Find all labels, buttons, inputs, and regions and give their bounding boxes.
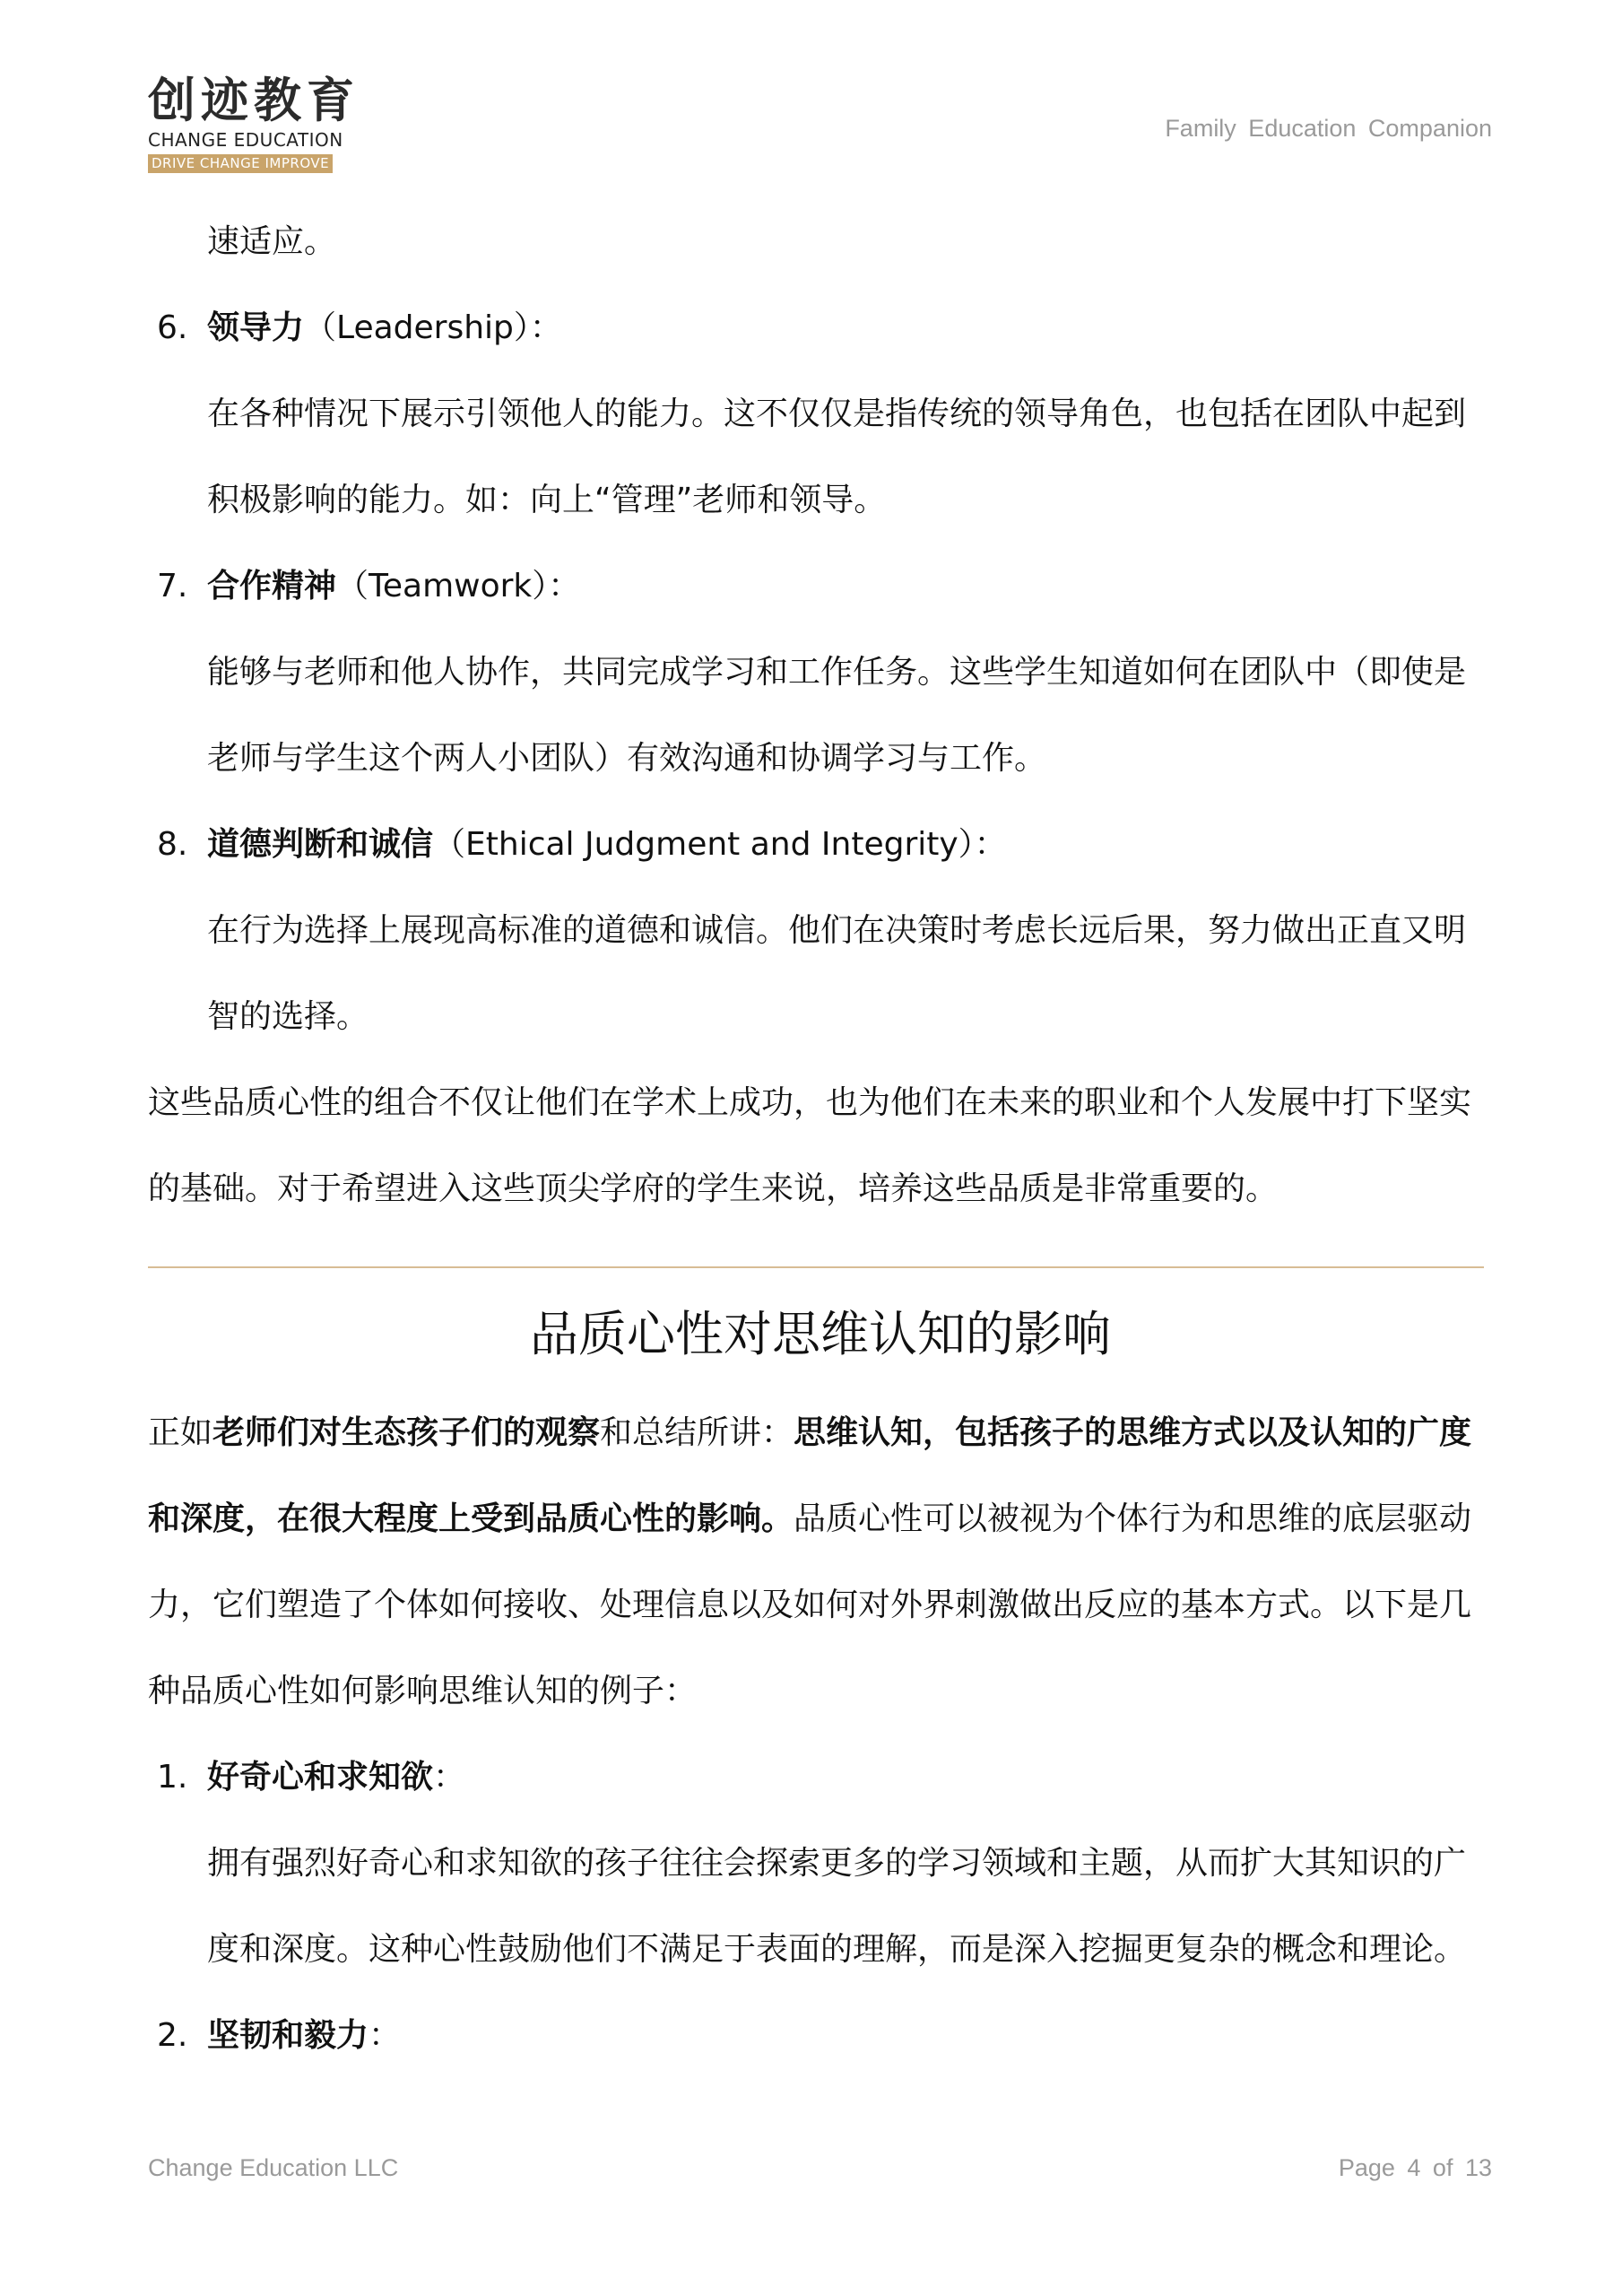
text-run: 品质心性可以被视为个体行为和思维的底层驱动: [794, 1500, 1472, 1537]
header-title: Family Education Companion: [1165, 115, 1492, 142]
logo-english-name: CHANGE EDUCATION: [148, 129, 343, 151]
list-number: 8.: [157, 826, 188, 863]
list-item-integrity: [148, 802, 1493, 1060]
bold-run: 老师们对生态孩子们的观察: [213, 1414, 601, 1451]
paragraph-line: [148, 1476, 1493, 1562]
list-item-text: 度和深度。这种心性鼓励他们不满足于表面的理解，而是深入挖掘更复杂的概念和理论。: [207, 1931, 1467, 1968]
paragraph-line: [148, 1390, 1493, 1476]
list-item-title: 道德判断和诚信: [207, 826, 434, 863]
numbered-list-examples: [148, 1735, 1493, 2079]
list-item-subtitle: （Leadership）：: [304, 309, 562, 346]
document-body: [148, 199, 1493, 2079]
list-item-subtitle: （Teamwork）：: [336, 568, 581, 604]
paragraph-line: 种品质心性如何影响思维认知的例子：: [148, 1673, 698, 1709]
list-number: 6.: [157, 309, 188, 346]
list-item-leadership: [148, 285, 1493, 544]
list-item-perseverance: [148, 1993, 1493, 2079]
list-item-title: 好奇心和求知欲: [207, 1759, 434, 1796]
list-item-heading: [148, 1993, 1493, 2079]
text-run: 正如: [148, 1414, 213, 1451]
summary-text: 这些品质心性的组合不仅让他们在学术上成功，也为他们在未来的职业和个人发展中打下坚实: [148, 1084, 1472, 1121]
list-item-text: 老师与学生这个两人小团队）有效沟通和协调学习与工作。: [207, 740, 1047, 777]
page-number: Page 4 of 13: [1338, 2154, 1492, 2181]
list-item-text: 拥有强烈好奇心和求知欲的孩子往往会探索更多的学习领域和主题，从而扩大其知识的广: [207, 1845, 1467, 1882]
numbered-list-qualities: [148, 285, 1493, 1060]
summary-text: 的基础。对于希望进入这些顶尖学府的学生来说，培养这些品质是非常重要的。: [148, 1170, 1279, 1207]
list-item-teamwork: [148, 544, 1493, 802]
paragraph-line: 力，它们塑造了个体如何接收、处理信息以及如何对外界刺激做出反应的基本方式。以下是几: [148, 1587, 1472, 1623]
list-item-text: 智的选择。: [207, 998, 369, 1035]
logo-tagline: DRIVE CHANGE IMPROVE: [148, 154, 333, 173]
list-item-subtitle: ：: [433, 1759, 466, 1796]
text-run: 和总结所讲：: [600, 1414, 794, 1451]
list-item-text: 能够与老师和他人协作，共同完成学习和工作任务。这些学生知道如何在团队中（即使是: [207, 654, 1467, 691]
section-divider: [148, 1266, 1484, 1268]
list-item-heading: [148, 285, 1493, 371]
bold-run: 和深度，在很大程度上受到品质心性的影响。: [148, 1500, 794, 1537]
list-item-subtitle: ：: [369, 2017, 402, 2054]
list-item-heading: [148, 1735, 1493, 1821]
bold-run: 思维认知，包括孩子的思维方式以及认知的广度: [794, 1414, 1472, 1451]
list-item-title: 坚韧和毅力: [207, 2017, 369, 2054]
list-item-heading: [148, 802, 1493, 888]
list-number: 2.: [157, 2017, 188, 2054]
list-number: 7.: [157, 568, 188, 604]
list-item-title: 合作精神: [207, 568, 337, 604]
list-item-text: 在各种情况下展示引领他人的能力。这不仅仅是指传统的领导角色，也包括在团队中起到: [207, 396, 1467, 432]
list-item-title: 领导力: [207, 309, 305, 346]
logo-chinese-name: 创迹教育: [148, 74, 360, 128]
section-paragraph: [148, 1390, 1493, 1735]
list-item-curiosity: [148, 1735, 1493, 1993]
list-item-subtitle: （Ethical Judgment and Integrity）：: [433, 826, 1007, 863]
list-item-text: 在行为选择上展现高标准的道德和诚信。他们在决策时考虑长远后果，努力做出正直又明: [207, 912, 1467, 949]
list-number: 1.: [157, 1759, 188, 1796]
continued-text: 速适应。: [207, 223, 337, 260]
list-item-heading: [148, 544, 1493, 630]
list-item-text: 积极影响的能力。如：向上“管理”老师和领导。: [207, 482, 887, 518]
company-logo: [148, 74, 360, 173]
footer-company: Change Education LLC: [148, 2154, 399, 2181]
section-title: 品质心性对思维认知的影响: [530, 1306, 1111, 1362]
